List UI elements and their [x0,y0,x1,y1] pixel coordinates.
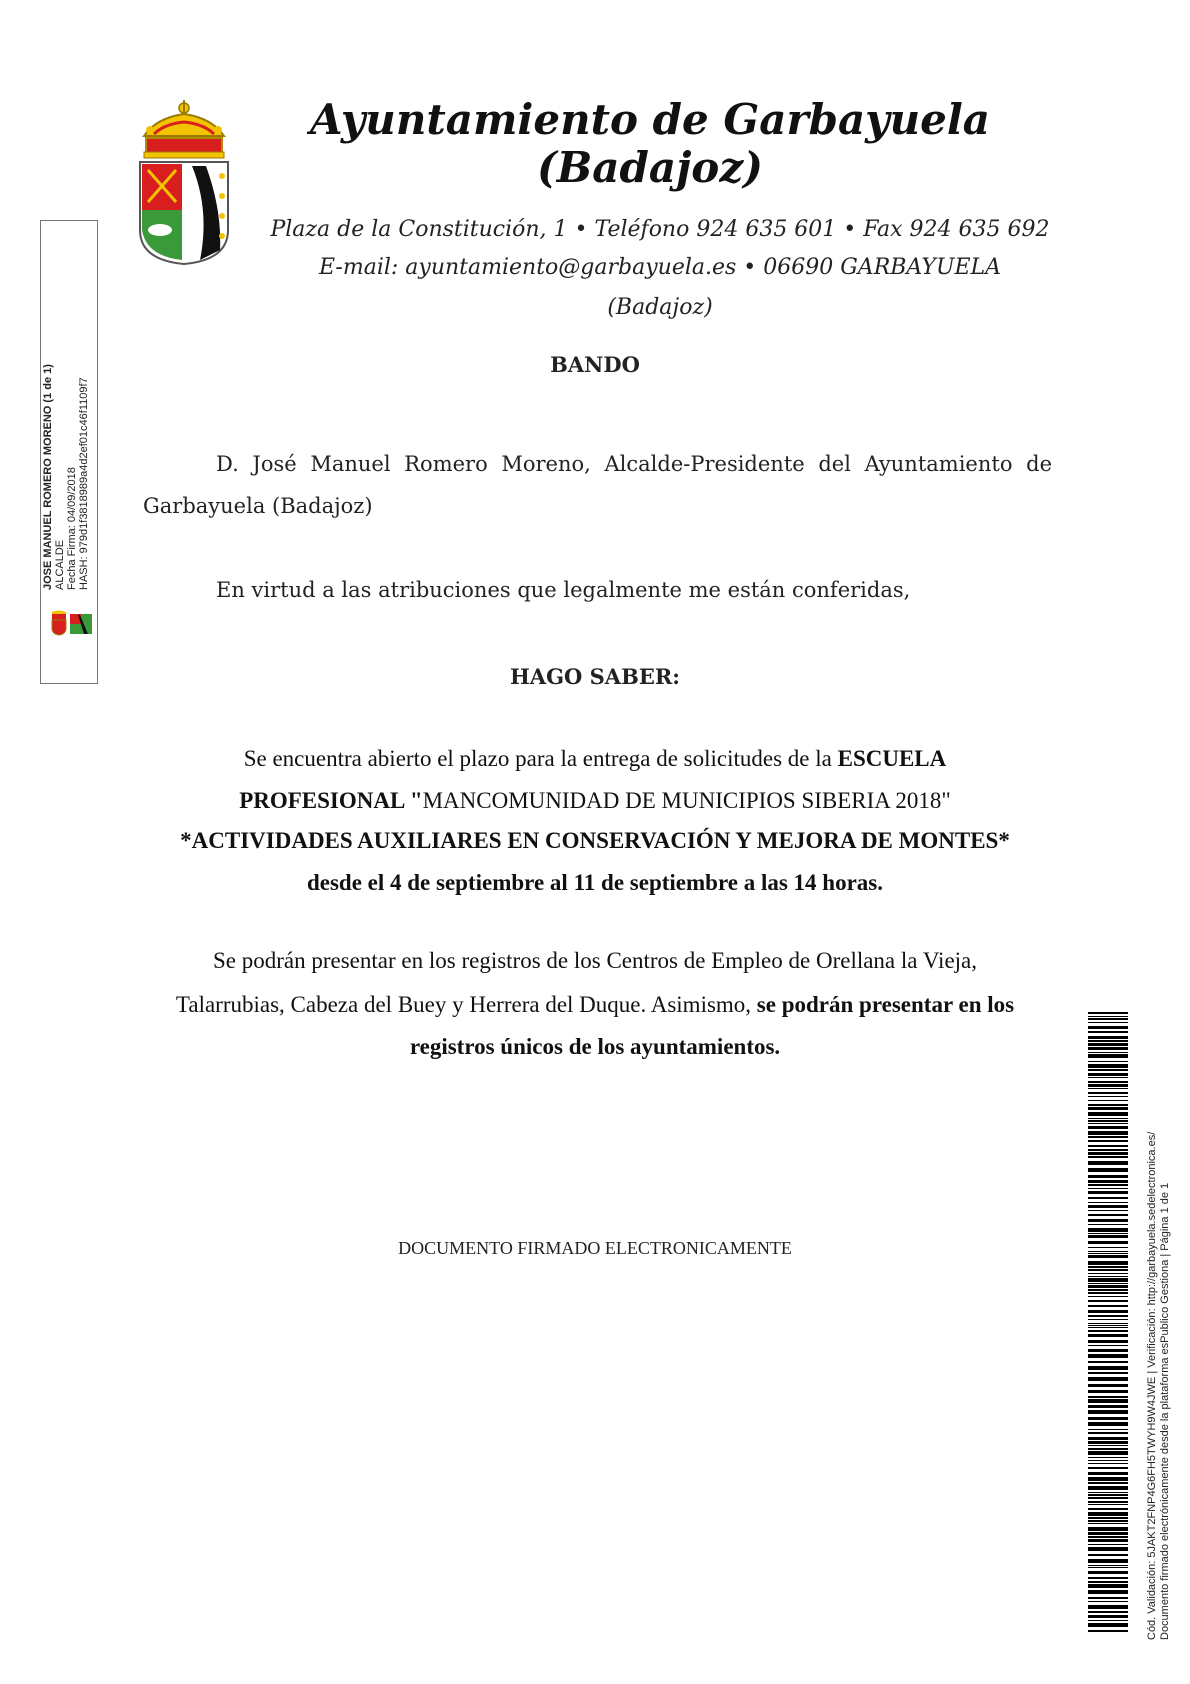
barcode-bar [1088,1077,1128,1078]
barcode-bar [1088,1261,1128,1265]
barcode-bar [1088,1432,1128,1434]
barcode-bar [1088,1069,1128,1071]
barcode-bar [1088,1477,1128,1481]
barcode-bar [1088,1292,1128,1294]
notice-line-3: *ACTIVIDADES AUXILIARES EN CONSERVACIÓN Y MEJORA DE MONTES* [180,828,1010,853]
barcode-bar [1088,1611,1128,1613]
coat-of-arms-icon [136,100,232,265]
barcode-bar [1088,1463,1128,1464]
barcode-bar [1088,1422,1128,1426]
barcode-bar [1088,1315,1128,1317]
signer-name: JOSE MANUEL ROMERO MORENO (1 de 1) [42,364,54,590]
document-heading: BANDO [550,352,640,377]
barcode-bar [1088,1429,1128,1430]
signature-date: Fecha Firma: 04/09/2018 [66,467,78,590]
barcode-bar [1088,1054,1128,1058]
barcode-bar [1088,1630,1128,1632]
barcode-bar [1088,1445,1128,1446]
barcode-bar [1088,1047,1128,1050]
barcode-bar [1088,1016,1128,1017]
barcode-bar [1088,1501,1128,1503]
barcode-bar [1088,1031,1128,1033]
barcode-bar [1088,1289,1128,1291]
barcode-bar [1088,1224,1128,1225]
province-line: (Badajoz) [607,295,713,320]
barcode-bar [1088,1457,1128,1458]
barcode-bar [1088,1096,1128,1097]
barcode-bar [1088,1523,1128,1524]
barcode-bar [1088,1092,1128,1094]
barcode-bar [1088,1405,1128,1408]
barcode-bar [1088,1366,1128,1370]
signed-notice: DOCUMENTO FIRMADO ELECTRONICAMENTE [398,1238,792,1258]
barcode-bar [1088,1334,1128,1337]
barcode-bar [1088,1494,1128,1496]
barcode-bar [1088,1497,1128,1499]
barcode-bar [1088,1219,1128,1222]
barcode-bar [1088,1285,1128,1288]
barcode-bar [1088,1180,1128,1183]
barcode-bar [1088,1349,1128,1352]
powers-paragraph: En virtud a las atribuciones que legalmente me están conferidas, [216,578,911,602]
barcode-bar [1088,1323,1128,1324]
barcode-bar [1088,1043,1128,1046]
barcode-bar [1088,1175,1128,1178]
barcode-bar [1088,1184,1128,1186]
barcode-bar [1088,1266,1128,1268]
barcode-bar [1088,1040,1128,1042]
barcode-bar [1088,1590,1128,1594]
signer-role: ALCALDE [54,539,66,590]
barcode-bar [1088,1520,1128,1522]
barcode-bar [1088,1088,1128,1089]
barcode-bar [1088,1118,1128,1119]
barcode-bar [1088,1508,1128,1510]
barcode-bar [1088,1539,1128,1542]
barcode-bar [1088,1152,1128,1155]
barcode-bar [1088,1283,1128,1284]
barcode-bar [1088,1073,1128,1076]
barcode-bar [1088,1235,1128,1238]
barcode-bar [1088,1305,1128,1307]
barcode-bar [1088,1278,1128,1282]
barcode-bar [1088,1131,1128,1135]
announce-heading: HAGO SABER: [509,664,681,689]
barcode-bar [1088,1390,1128,1393]
barcode-bar [1088,1300,1128,1302]
barcode-bar [1088,1241,1128,1244]
email-line: E-mail: ayuntamiento@garbayuela.es • 06690 GARBAYUELA [318,255,1002,280]
barcode-bar [1088,1517,1128,1519]
barcode-bar [1088,1460,1128,1461]
barcode-bar [1088,1123,1128,1124]
barcode-bar [1088,1052,1128,1053]
barcode-bar [1088,1361,1128,1363]
barcode-bar [1088,1210,1128,1211]
barcode-bar [1088,1467,1128,1469]
page-title-province: (Badajoz) [536,143,764,192]
barcode-bar [1088,1565,1128,1566]
barcode-bar [1088,1544,1128,1545]
address-line: Plaza de la Constitución, 1 • Teléfono 924 635 601 • Fax 924 635 692 [270,217,1050,242]
barcode-bar [1088,1472,1128,1475]
barcode-bar [1088,1417,1128,1420]
barcode-bar [1088,1512,1128,1516]
signature-hash: HASH: 979d1f3818989a4d2ef01c46f1109f7 [78,377,90,590]
barcode-bar [1088,1584,1128,1588]
barcode-bar [1088,1325,1128,1326]
barcode-bar [1088,1205,1128,1208]
barcode-bar [1088,1577,1128,1579]
barcode-bar [1088,1140,1128,1142]
barcode-bar [1088,1214,1128,1216]
barcode-bar [1088,1504,1128,1505]
barcode-bar [1088,1605,1128,1609]
where-line-1: Se podrán presentar en los registros de los Centros de Empleo de Orellana la Vieja, [213,948,977,973]
barcode-bar [1088,1615,1128,1618]
barcode-bar [1088,1126,1128,1129]
barcode-bar [1088,1567,1128,1568]
barcode-bar [1088,1559,1128,1563]
barcode-bar [1088,1492,1128,1493]
barcode-bar [1088,1120,1128,1122]
barcode-bar [1088,1620,1128,1621]
barcode-bar [1088,1547,1128,1551]
barcode-bar [1088,1202,1128,1203]
page-title: Ayuntamiento de Garbayuela [310,95,990,144]
barcode-bar [1088,1410,1128,1414]
barcode-bar [1088,1276,1128,1277]
platform-note: Documento firmado electrónicamente desde la plataforma esPublico Gestiona | Página 1 de 1 [1159,1182,1171,1640]
barcode-bar [1088,1399,1128,1403]
barcode-bar [1088,1527,1128,1531]
barcode-bar [1088,1396,1128,1398]
barcode-bar [1088,1228,1128,1232]
barcode-bar [1088,1340,1128,1343]
verification-text [1146,1000,1176,1640]
barcode-bar [1088,1061,1128,1062]
barcode-bar [1088,1623,1128,1627]
barcode-bar [1088,1064,1128,1068]
barcode-bar [1088,1345,1128,1346]
barcode-bar [1088,1145,1128,1147]
barcode-bar [1088,1354,1128,1358]
barcode-bar [1088,1554,1128,1556]
barcode-bar [1088,1597,1128,1599]
where-line-3: registros únicos de los ayuntamientos. [409,1034,781,1059]
barcode-bar [1088,1372,1128,1374]
barcode-bar [1088,1319,1128,1320]
barcode-bar [1088,1026,1128,1029]
barcode-bar [1088,1482,1128,1484]
barcode-bar [1088,1253,1128,1254]
barcode-bar [1088,1104,1128,1106]
barcode-bar [1088,1327,1128,1328]
barcode-bar [1088,1255,1128,1258]
barcode-bar [1088,1018,1128,1020]
barcode-bar [1088,1233,1128,1234]
barcode-bar [1088,1156,1128,1158]
barcode-bar [1088,1296,1128,1297]
barcode-bar [1088,1377,1128,1381]
barcode-bar [1088,1581,1128,1583]
barcode-bar [1088,1112,1128,1116]
barcode-bar [1088,1601,1128,1602]
barcode-bar [1088,1310,1128,1313]
barcode-bar [1088,1191,1128,1194]
barcode-bar [1088,1571,1128,1574]
barcode-bar [1088,1451,1128,1455]
barcode-bar [1088,1197,1128,1199]
signature-text [42,290,96,590]
notice-line-1: Se encuentra abierto el plazo para la entrega de solicitudes de la ESCUELA [243,746,947,771]
barcode-bar [1088,1084,1128,1087]
barcode-bar [1088,1012,1128,1014]
barcode-bar [1088,1532,1128,1535]
barcode-bar [1088,1100,1128,1101]
barcode-bar [1088,1247,1128,1248]
barcode-bar [1088,1136,1128,1138]
intro-paragraph-line2: Garbayuela (Badajoz) [143,494,373,518]
barcode-bar [1088,1036,1128,1039]
barcode-bar [1088,1269,1128,1271]
barcode-bar [1088,1081,1128,1083]
barcode-bar [1088,1273,1128,1274]
barcode-bar [1088,1168,1128,1172]
barcode-bar [1088,1161,1128,1165]
notice-line-4: desde el 4 de septiembre al 11 de septiembre a las 14 horas. [306,870,884,895]
barcode-icon [1088,1012,1128,1632]
barcode-bar [1088,1437,1128,1440]
barcode-bar [1088,1441,1128,1444]
barcode-bar [1088,1536,1128,1538]
barcode-bar [1088,1330,1128,1332]
validation-code: Cód. Validación: 5JAKT2FNP4G6FH5TWYH9W4JWE | Verificación: http://garbayuela.sedelectronica.es/ [1146,1131,1158,1640]
barcode-bar [1088,1448,1128,1450]
intro-paragraph-line1: D. José Manuel Romero Moreno, Alcalde-Presidente del Ayuntamiento de [216,452,1052,476]
barcode-bar [1088,1022,1128,1023]
barcode-bar [1088,1384,1128,1387]
where-line-2: Talarrubias, Cabeza del Buey y Herrera del Duque. Asimismo, se podrán presentar en los [175,992,1015,1017]
mini-crest-icon [50,610,94,636]
barcode-bar [1088,1486,1128,1490]
barcode-bar [1088,1251,1128,1252]
barcode-bar [1088,1149,1128,1151]
barcode-bar [1088,1188,1128,1189]
barcode-bar [1088,1107,1128,1110]
notice-line-2: PROFESIONAL "MANCOMUNIDAD DE MUNICIPIOS SIBERIA 2018" [239,788,951,813]
